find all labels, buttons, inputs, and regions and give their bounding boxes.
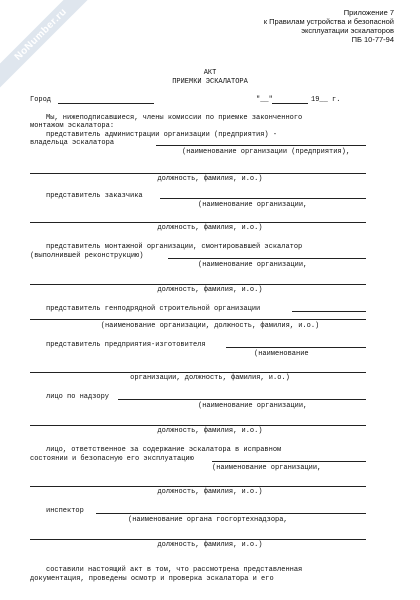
header-line-2: к Правилам устройства и безопасной	[263, 17, 394, 26]
gencontractor-field[interactable]	[292, 311, 366, 312]
manufacturer-hint-1: (наименование	[254, 350, 309, 358]
responsible-hint-2: должность, фамилия, и.о.)	[157, 488, 263, 496]
supervision-field[interactable]	[118, 399, 366, 400]
responsible-line-2: состоянии и безопасную его эксплуатацию	[30, 455, 194, 463]
header-line-1: Приложение 7	[343, 8, 394, 17]
date-month-field[interactable]	[272, 103, 308, 104]
inspector-hint-1: (наименование органа госгортехнадзора,	[128, 516, 288, 524]
manufacturer-hint-2: организации, должность, фамилия, и.о.)	[130, 374, 290, 382]
installer-line-1: представитель монтажной организации, смонтировавшей эскалатор	[46, 243, 303, 251]
responsible-field[interactable]	[212, 461, 366, 462]
customer-field-2[interactable]	[30, 222, 366, 223]
customer-field[interactable]	[160, 198, 366, 199]
owner-line-2: владельца эскалатора	[30, 139, 115, 147]
installer-field-2[interactable]	[30, 284, 366, 285]
city-label: Город	[30, 96, 52, 104]
inspector-label: инспектор	[46, 507, 84, 515]
gencontractor-hint: (наименование организации, должность, фамилия, и.о.)	[100, 322, 320, 330]
installer-hint-2: должность, фамилия, и.о.)	[157, 286, 263, 294]
installer-line-2: (выполнившей реконструкцию)	[30, 252, 144, 260]
supervision-label: лицо по надзору	[46, 393, 110, 401]
inspector-field-2[interactable]	[30, 539, 366, 540]
customer-hint-2: должность, фамилия, и.о.)	[157, 224, 263, 232]
supervision-field-2[interactable]	[30, 425, 366, 426]
city-field[interactable]	[58, 103, 154, 104]
intro-line-2: монтажом эскалатора:	[30, 122, 115, 130]
header-line-3: эксплуатации эскалаторов	[301, 26, 394, 35]
owner-line-1: представитель администрации организации (предприятия) -	[46, 131, 278, 139]
header-line-4: ПБ 10-77-94	[351, 35, 394, 44]
installer-field[interactable]	[168, 258, 366, 259]
responsible-line-1: лицо, ответственное за содержание эскалатора в исправном	[46, 446, 282, 454]
gencontractor-label: представитель генподрядной строительной организации	[46, 305, 261, 313]
supervision-hint-1: (наименование организации,	[198, 402, 308, 410]
owner-field-2[interactable]	[30, 173, 366, 174]
manufacturer-field[interactable]	[226, 347, 366, 348]
closing-line-2: документация, проведены осмотр и проверка эскалатора и его	[30, 575, 274, 583]
inspector-field[interactable]	[96, 513, 366, 514]
responsible-field-2[interactable]	[30, 486, 366, 487]
customer-label: представитель заказчика	[46, 192, 143, 200]
date-day: "__"	[256, 96, 273, 104]
closing-line-1: составили настоящий акт в том, что рассмотрена представленная	[46, 566, 303, 574]
appendix-header	[264, 8, 394, 44]
owner-hint-2: должность, фамилия, и.о.)	[157, 175, 263, 183]
manufacturer-field-2[interactable]	[30, 372, 366, 373]
document-title: АКТ	[203, 69, 217, 77]
watermark-text: NoNumber.ru	[12, 6, 70, 63]
document-subtitle: ПРИЕМКИ ЭСКАЛАТОРА	[172, 78, 248, 86]
supervision-hint-2: должность, фамилия, и.о.)	[157, 427, 263, 435]
intro-line-1: Мы, нижеподписавшиеся, члены комиссии по приемке законченного	[46, 114, 303, 122]
manufacturer-label: представитель предприятия-изготовителя	[46, 341, 206, 349]
inspector-hint-2: должность, фамилия, и.о.)	[157, 541, 263, 549]
owner-hint-1: (наименование организации (предприятия),	[182, 148, 351, 156]
customer-hint-1: (наименование организации,	[198, 201, 308, 209]
installer-hint-1: (наименование организации,	[198, 261, 308, 269]
responsible-hint-1: (наименование организации,	[212, 464, 322, 472]
owner-field[interactable]	[156, 145, 366, 146]
date-year: 19__ г.	[311, 96, 341, 104]
gencontractor-field-2[interactable]	[30, 319, 366, 320]
